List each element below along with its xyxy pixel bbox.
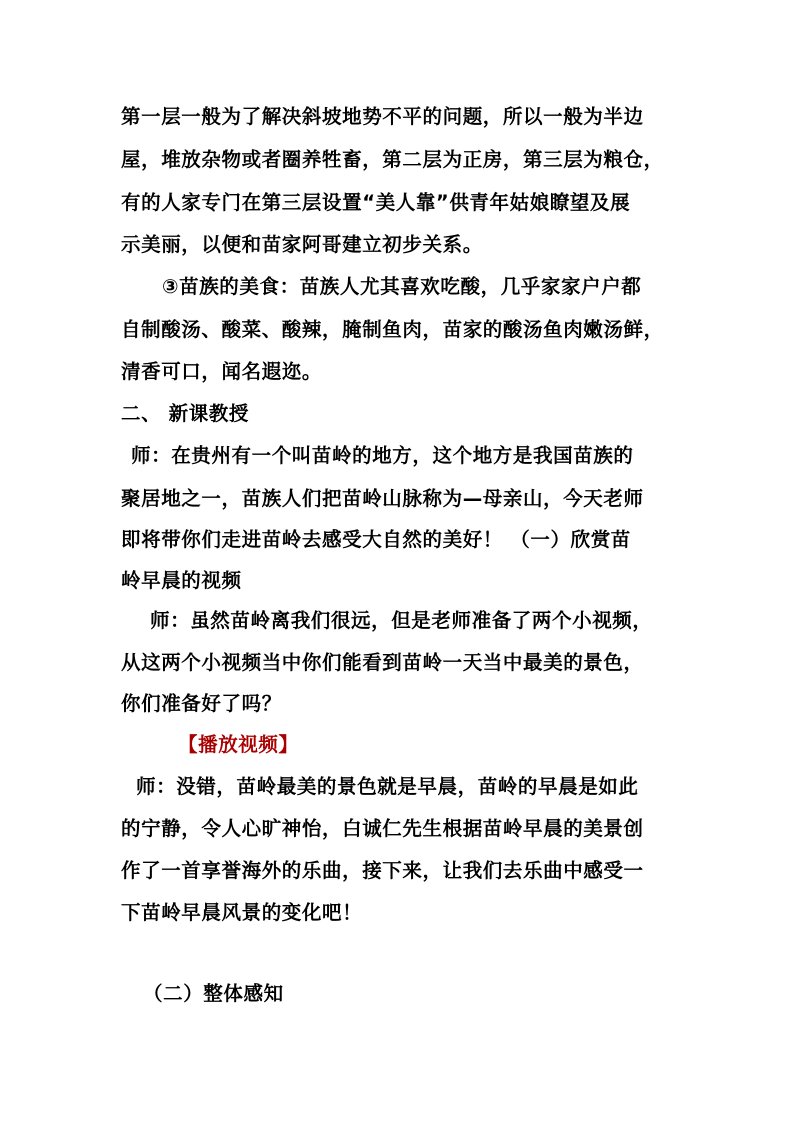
paragraph-line: 作了一首享誉海外的乐曲，接下来，让我们去乐曲中感受一: [121, 859, 644, 882]
paragraph-line: 你们准备好了吗？: [121, 692, 282, 715]
paragraph-line: 示美丽，以便和苗家阿哥建立初步关系。: [121, 233, 483, 256]
play-video-note: 【播放视频】: [178, 733, 299, 756]
paragraph-line: 岭早晨的视频: [121, 569, 242, 592]
paragraph-line: 有的人家专门在第三层设置“美人靠”供青年姑娘瞭望及展: [121, 191, 631, 214]
paragraph-line: 师：没错，苗岭最美的景色就是早晨，苗岭的早晨是如此: [136, 775, 639, 798]
paragraph-line: 师：在贵州有一个叫苗岭的地方，这个地方是我国苗族的: [131, 444, 634, 467]
section-heading: 二、 新课教授: [121, 402, 249, 425]
paragraph-line: 聚居地之一，苗族人们把苗岭山脉称为—母亲山，今天老师: [121, 487, 644, 510]
paragraph-line: 从这两个小视频当中你们能看到苗岭一天当中最美的景色，: [121, 651, 644, 674]
paragraph-line: 第一层一般为了解决斜坡地势不平的问题，所以一般为半边: [121, 105, 644, 128]
paragraph-line: ③苗族的美食：苗族人尤其喜欢吃酸，几乎家家户户都: [162, 275, 642, 298]
paragraph-line: 屋，堆放杂物或者圈养牲畜，第二层为正房，第三层为粮仓，: [121, 148, 664, 171]
paragraph-line: 师：虽然苗岭离我们很远，但是老师准备了两个小视频，: [150, 609, 653, 632]
subsection-heading: （二）整体感知: [143, 982, 284, 1005]
paragraph-line: 下苗岭早晨风景的变化吧！: [121, 901, 363, 924]
paragraph-line: 的宁静，令人心旷神怡，白诚仁先生根据苗岭早晨的美景创: [121, 817, 644, 840]
paragraph-line: 即将带你们走进苗岭去感受大自然的美好！ （一）欣赏苗: [121, 528, 631, 551]
paragraph-line: 清香可口，闻名遐迩。: [121, 360, 323, 383]
paragraph-line: 自制酸汤、酸菜、酸辣，腌制鱼肉，苗家的酸汤鱼肉嫩汤鲜，: [121, 318, 664, 341]
